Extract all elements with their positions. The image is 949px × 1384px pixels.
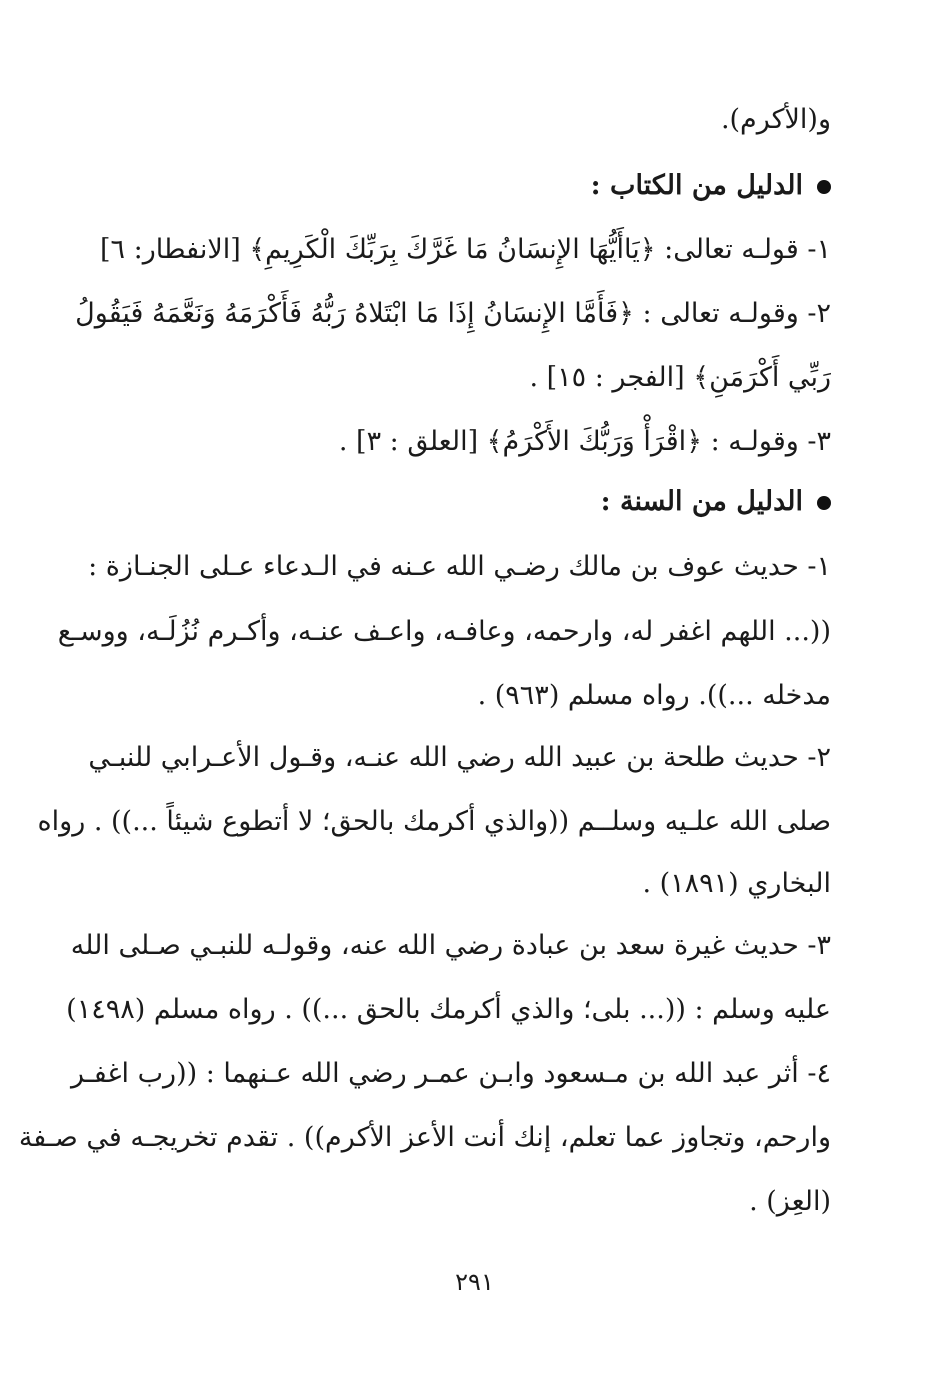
text-line-11: ٢- حديث طلحة بن عبيد الله رضي الله عنـه، وقـول الأعـرابي للنبـي — [88, 742, 831, 773]
section-heading-quran — [591, 164, 831, 208]
text-line-3: ١- قولـه تعالى: ﴿يَاأَيُّهَا الإِنسَانُ مَا غَرَّكَ بِرَبِّكَ الْكَرِيمِ﴾ [الانفطار: ٦] — [100, 234, 831, 265]
text-line-6: ٣- وقولـه : ﴿اقْرَأْ وَرَبُّكَ الأَكْرَمُ﴾ [العلق : ٣] . — [338, 426, 831, 457]
section-heading-quran-label: الدليل من الكتاب : — [590, 170, 803, 201]
text-line-13: البخاري (١٨٩١) . — [642, 868, 831, 899]
text-line-17: وارحم، وتجاوز عما تعلم، إنك أنت الأعز الأكرم)) . تقدم تخريجـه في صـفة — [18, 1122, 831, 1153]
text-line-4: ٢- وقولـه تعالى : ﴿فَأَمَّا الإِنسَانُ إِذَا مَا ابْتَلاهُ رَبُّهُ فَأَكْرَمَهُ وَنَعَّمَهُ فَيَقُولُ — [75, 298, 831, 329]
text-line-18: (العِز) . — [749, 1186, 831, 1217]
section-heading-sunnah-label: الدليل من السنة : — [600, 486, 803, 517]
text-line-9: ((... اللهم اغفر له، وارحمه، وعافـه، واعـف عنـه، وأكـرم نُزُلَـه، ووسـع — [57, 616, 831, 647]
text-line-15: عليه وسلم : ((... بلى؛ والذي أكرمك بالحق ...)) . رواه مسلم (١٤٩٨) — [66, 994, 831, 1025]
text-line-5: رَبِّي أَكْرَمَنِ﴾ [الفجر : ١٥] . — [529, 362, 831, 393]
text-line-16: ٤- أثر عبد الله بن مـسعود وابـن عمـر رضي الله عـنهما : ((رب اغفـر — [70, 1058, 831, 1089]
text-line-8: ١- حديث عوف بن مالك رضـي الله عـنه في الـدعاء عـلى الجنـازة : — [88, 551, 831, 582]
section-heading-sunnah — [601, 480, 831, 524]
bullet-icon — [817, 180, 831, 194]
text-line-10: مدخله ...)). رواه مسلم (٩٦٣) . — [477, 680, 831, 711]
text-line-12: صلى الله علـيه وسلــم ((والذي أكرمك بالحق؛ لا أتطوع شيئاً ...)) . رواه — [37, 806, 831, 837]
bullet-icon — [817, 496, 831, 510]
page-number: ٢٩١ — [455, 1268, 494, 1296]
text-line-14: ٣- حديث غيرة سعد بن عبادة رضي الله عنه، وقولـه للنبـي صـلى الله — [70, 930, 831, 961]
text-line-1: و(الأكرم). — [720, 104, 831, 135]
